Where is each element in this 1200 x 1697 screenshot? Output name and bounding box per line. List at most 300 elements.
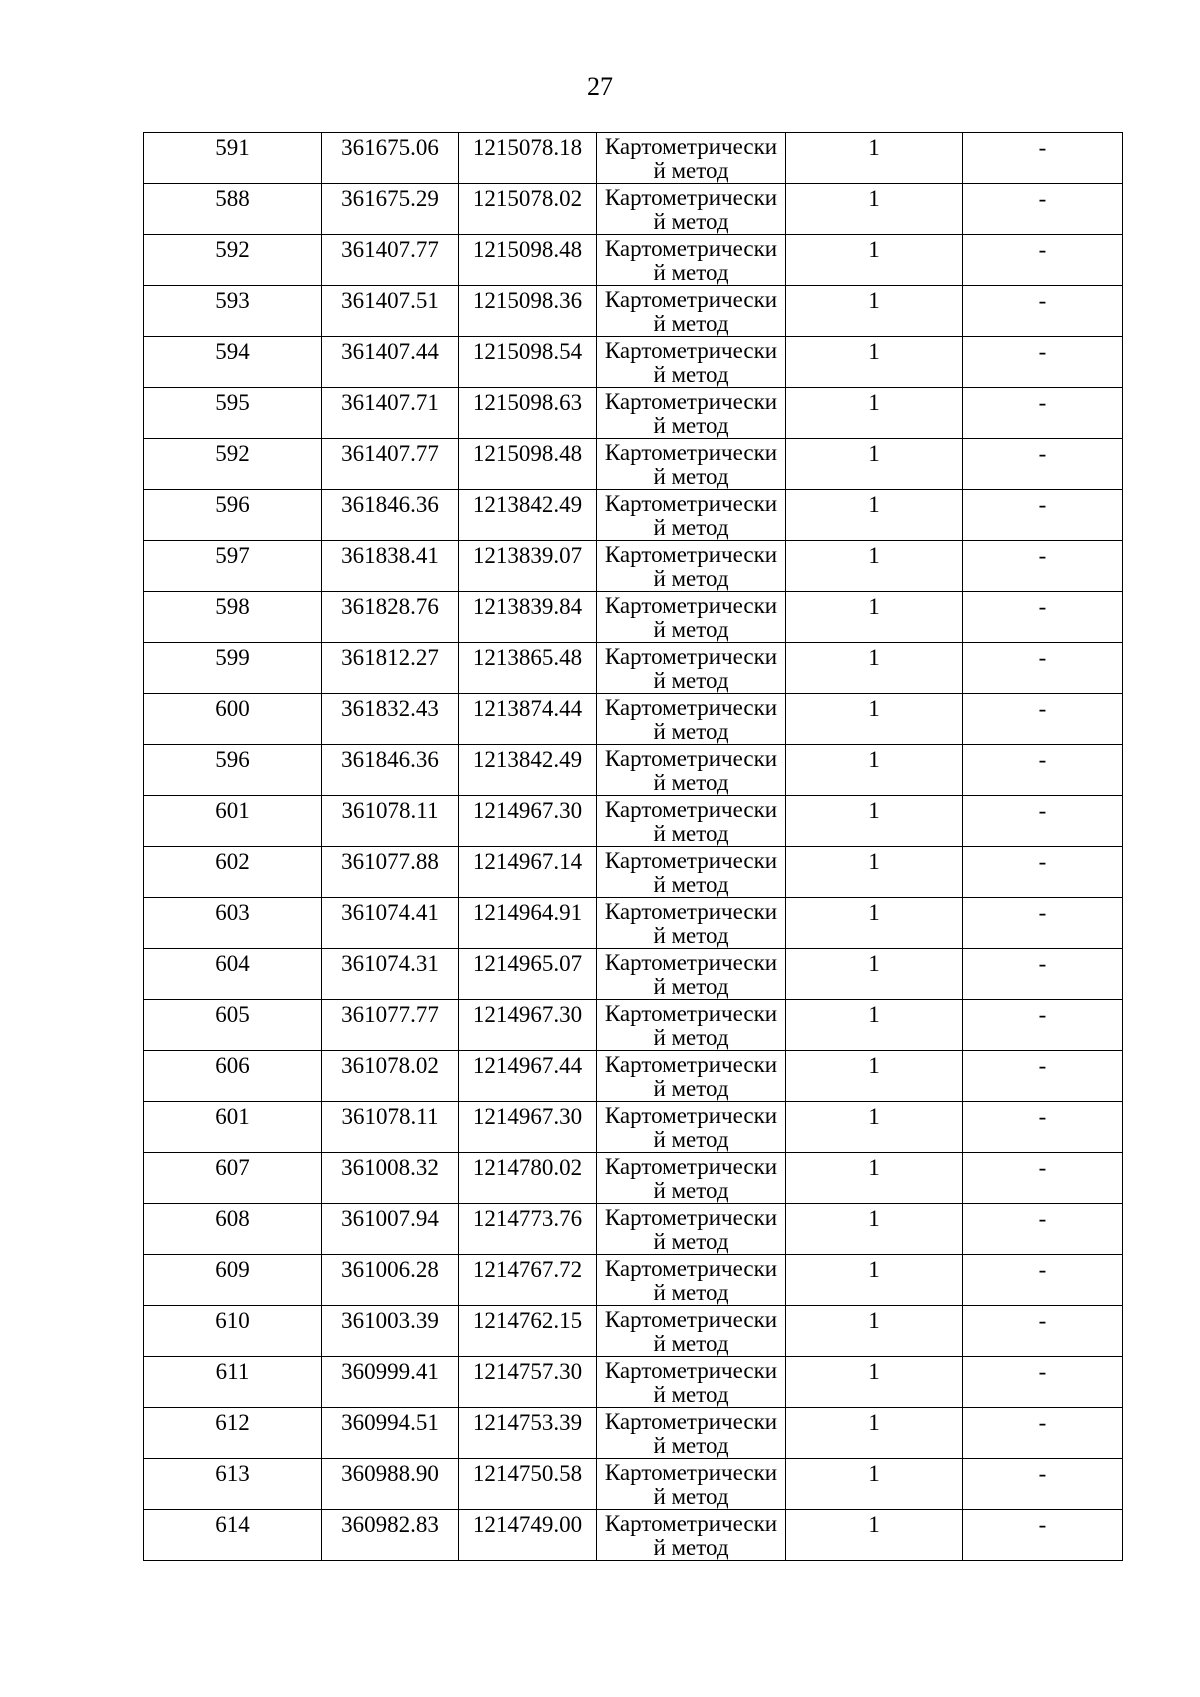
accuracy-cell	[786, 1510, 963, 1561]
point-number-cell	[144, 1255, 322, 1306]
method-line-1: Картометрически	[604, 542, 778, 567]
y-coordinate: 1213839.84	[472, 594, 583, 619]
method-line-2: й метод	[653, 362, 729, 387]
note-value: -	[1038, 747, 1047, 772]
accuracy-value: 1	[868, 186, 880, 211]
y-coordinate-cell	[459, 337, 597, 388]
method-cell	[597, 1408, 786, 1459]
note-cell	[963, 847, 1123, 898]
accuracy-value: 1	[868, 1359, 880, 1384]
note-value: -	[1038, 1002, 1047, 1027]
method-text	[597, 1357, 785, 1407]
point-number-cell	[144, 286, 322, 337]
note-value: -	[1038, 339, 1047, 364]
y-coordinate-cell	[459, 388, 597, 439]
method-line-2: й метод	[653, 923, 729, 948]
note-value: -	[1038, 492, 1047, 517]
note-cell	[963, 388, 1123, 439]
y-coordinate: 1214967.44	[472, 1053, 583, 1078]
accuracy-value: 1	[868, 1512, 880, 1537]
y-coordinate-cell	[459, 1204, 597, 1255]
x-coordinate-cell	[322, 1153, 459, 1204]
method-text	[597, 592, 785, 642]
x-coordinate: 361008.32	[341, 1155, 439, 1180]
method-cell	[597, 796, 786, 847]
method-line-2: й метод	[653, 311, 729, 336]
x-coordinate-cell	[322, 388, 459, 439]
method-cell	[597, 541, 786, 592]
y-coordinate-cell	[459, 1255, 597, 1306]
method-cell	[597, 1306, 786, 1357]
method-text	[597, 235, 785, 285]
method-cell	[597, 1510, 786, 1561]
method-line-1: Картометрически	[604, 389, 778, 414]
note-value: -	[1038, 1155, 1047, 1180]
accuracy-cell	[786, 235, 963, 286]
x-coordinate-cell	[322, 592, 459, 643]
point-number-cell	[144, 133, 322, 184]
note-cell	[963, 1000, 1123, 1051]
accuracy-value: 1	[868, 900, 880, 925]
method-line-1: Картометрически	[604, 797, 778, 822]
point-number: 599	[215, 645, 250, 670]
x-coordinate-cell	[322, 694, 459, 745]
accuracy-cell	[786, 898, 963, 949]
point-number: 614	[215, 1512, 250, 1537]
accuracy-value: 1	[868, 492, 880, 517]
note-cell	[963, 1102, 1123, 1153]
y-coordinate: 1214967.30	[472, 798, 583, 823]
x-coordinate-cell	[322, 745, 459, 796]
method-text	[597, 1306, 785, 1356]
accuracy-value: 1	[868, 441, 880, 466]
y-coordinate: 1213842.49	[472, 492, 583, 517]
point-number: 593	[215, 288, 250, 313]
x-coordinate-cell	[322, 184, 459, 235]
accuracy-cell	[786, 847, 963, 898]
y-coordinate: 1213865.48	[472, 645, 583, 670]
table-row	[144, 643, 1123, 694]
method-line-1: Картометрически	[604, 440, 778, 465]
method-cell	[597, 490, 786, 541]
y-coordinate-cell	[459, 490, 597, 541]
y-coordinate: 1215098.48	[472, 237, 583, 262]
x-coordinate-cell	[322, 235, 459, 286]
note-cell	[963, 745, 1123, 796]
accuracy-value: 1	[868, 543, 880, 568]
point-number: 610	[215, 1308, 250, 1333]
x-coordinate-cell	[322, 898, 459, 949]
method-text	[597, 694, 785, 744]
method-line-1: Картометрически	[604, 287, 778, 312]
accuracy-cell	[786, 490, 963, 541]
method-text	[597, 1408, 785, 1458]
table-row	[144, 541, 1123, 592]
note-value: -	[1038, 1461, 1047, 1486]
method-text	[597, 949, 785, 999]
accuracy-value: 1	[868, 1410, 880, 1435]
accuracy-cell	[786, 1102, 963, 1153]
note-cell	[963, 1510, 1123, 1561]
point-number-cell	[144, 745, 322, 796]
x-coordinate: 361003.39	[341, 1308, 439, 1333]
note-cell	[963, 1306, 1123, 1357]
note-cell	[963, 337, 1123, 388]
y-coordinate: 1214767.72	[472, 1257, 583, 1282]
accuracy-cell	[786, 1051, 963, 1102]
point-number: 600	[215, 696, 250, 721]
accuracy-cell	[786, 286, 963, 337]
x-coordinate-cell	[322, 1357, 459, 1408]
method-line-2: й метод	[653, 1178, 729, 1203]
accuracy-cell	[786, 643, 963, 694]
x-coordinate-cell	[322, 1051, 459, 1102]
method-text	[597, 1204, 785, 1254]
y-coordinate: 1214750.58	[472, 1461, 583, 1486]
method-cell	[597, 1051, 786, 1102]
accuracy-value: 1	[868, 339, 880, 364]
table-row	[144, 745, 1123, 796]
x-coordinate: 361828.76	[341, 594, 439, 619]
y-coordinate-cell	[459, 1459, 597, 1510]
y-coordinate: 1213842.49	[472, 747, 583, 772]
x-coordinate-cell	[322, 1306, 459, 1357]
point-number-cell	[144, 643, 322, 694]
accuracy-value: 1	[868, 237, 880, 262]
note-cell	[963, 541, 1123, 592]
method-line-1: Картометрически	[604, 1307, 778, 1332]
method-cell	[597, 1255, 786, 1306]
x-coordinate: 361812.27	[341, 645, 439, 670]
point-number: 592	[215, 237, 250, 262]
y-coordinate-cell	[459, 439, 597, 490]
note-cell	[963, 1204, 1123, 1255]
accuracy-cell	[786, 1153, 963, 1204]
y-coordinate: 1215098.63	[472, 390, 583, 415]
method-text	[597, 286, 785, 336]
y-coordinate-cell	[459, 796, 597, 847]
x-coordinate: 360982.83	[341, 1512, 439, 1537]
accuracy-value: 1	[868, 390, 880, 415]
point-number: 592	[215, 441, 250, 466]
note-value: -	[1038, 186, 1047, 211]
method-line-2: й метод	[653, 1535, 729, 1560]
method-cell	[597, 898, 786, 949]
point-number-cell	[144, 388, 322, 439]
method-line-2: й метод	[653, 1025, 729, 1050]
y-coordinate: 1214753.39	[472, 1410, 583, 1435]
note-value: -	[1038, 237, 1047, 262]
method-line-2: й метод	[653, 413, 729, 438]
point-number-cell	[144, 1357, 322, 1408]
method-line-2: й метод	[653, 1484, 729, 1509]
point-number-cell	[144, 1153, 322, 1204]
accuracy-value: 1	[868, 1308, 880, 1333]
method-line-1: Картометрически	[604, 1154, 778, 1179]
note-value: -	[1038, 1206, 1047, 1231]
method-text	[597, 1051, 785, 1101]
note-value: -	[1038, 1308, 1047, 1333]
note-cell	[963, 592, 1123, 643]
y-coordinate-cell	[459, 1000, 597, 1051]
point-number-cell	[144, 694, 322, 745]
accuracy-cell	[786, 1408, 963, 1459]
x-coordinate-cell	[322, 1102, 459, 1153]
table-row	[144, 235, 1123, 286]
point-number: 596	[215, 747, 250, 772]
table-row	[144, 1255, 1123, 1306]
y-coordinate-cell	[459, 1153, 597, 1204]
note-value: -	[1038, 849, 1047, 874]
method-line-1: Картометрически	[604, 185, 778, 210]
x-coordinate: 361074.41	[341, 900, 439, 925]
table-row	[144, 1510, 1123, 1561]
method-text	[597, 847, 785, 897]
method-text	[597, 1255, 785, 1305]
method-cell	[597, 643, 786, 694]
table-row	[144, 1153, 1123, 1204]
y-coordinate-cell	[459, 235, 597, 286]
x-coordinate-cell	[322, 541, 459, 592]
method-line-1: Картометрически	[604, 1052, 778, 1077]
table-row	[144, 286, 1123, 337]
point-number: 608	[215, 1206, 250, 1231]
note-cell	[963, 1459, 1123, 1510]
y-coordinate-cell	[459, 745, 597, 796]
y-coordinate: 1214773.76	[472, 1206, 583, 1231]
accuracy-value: 1	[868, 1206, 880, 1231]
method-line-2: й метод	[653, 464, 729, 489]
y-coordinate-cell	[459, 847, 597, 898]
y-coordinate-cell	[459, 1306, 597, 1357]
point-number: 607	[215, 1155, 250, 1180]
table-row	[144, 337, 1123, 388]
y-coordinate: 1215098.48	[472, 441, 583, 466]
x-coordinate: 361077.77	[341, 1002, 439, 1027]
note-value: -	[1038, 1512, 1047, 1537]
x-coordinate-cell	[322, 643, 459, 694]
point-number-cell	[144, 1408, 322, 1459]
method-line-2: й метод	[653, 158, 729, 183]
point-number: 604	[215, 951, 250, 976]
note-value: -	[1038, 543, 1047, 568]
point-number-cell	[144, 541, 322, 592]
note-cell	[963, 694, 1123, 745]
note-value: -	[1038, 594, 1047, 619]
method-cell	[597, 286, 786, 337]
y-coordinate-cell	[459, 643, 597, 694]
point-number: 602	[215, 849, 250, 874]
point-number: 598	[215, 594, 250, 619]
x-coordinate-cell	[322, 286, 459, 337]
point-number-cell	[144, 1306, 322, 1357]
method-line-2: й метод	[653, 1382, 729, 1407]
x-coordinate: 361846.36	[341, 747, 439, 772]
coordinates-table	[143, 132, 1123, 1561]
x-coordinate: 361407.77	[341, 237, 439, 262]
accuracy-value: 1	[868, 1461, 880, 1486]
x-coordinate: 361077.88	[341, 849, 439, 874]
method-line-1: Картометрически	[604, 695, 778, 720]
note-cell	[963, 643, 1123, 694]
method-text	[597, 1000, 785, 1050]
note-value: -	[1038, 390, 1047, 415]
method-cell	[597, 235, 786, 286]
accuracy-cell	[786, 1306, 963, 1357]
method-cell	[597, 439, 786, 490]
accuracy-value: 1	[868, 1257, 880, 1282]
note-value: -	[1038, 1104, 1047, 1129]
method-cell	[597, 1153, 786, 1204]
method-line-2: й метод	[653, 1331, 729, 1356]
y-coordinate-cell	[459, 1357, 597, 1408]
note-value: -	[1038, 441, 1047, 466]
method-line-1: Картометрически	[604, 1358, 778, 1383]
method-cell	[597, 1204, 786, 1255]
point-number: 611	[215, 1359, 250, 1384]
y-coordinate-cell	[459, 1051, 597, 1102]
point-number: 588	[215, 186, 250, 211]
table-row	[144, 184, 1123, 235]
note-value: -	[1038, 1410, 1047, 1435]
note-cell	[963, 1051, 1123, 1102]
table-row	[144, 133, 1123, 184]
method-line-2: й метод	[653, 821, 729, 846]
point-number-cell	[144, 1510, 322, 1561]
accuracy-cell	[786, 1000, 963, 1051]
table-row	[144, 490, 1123, 541]
method-text	[597, 1153, 785, 1203]
x-coordinate: 361407.51	[341, 288, 439, 313]
method-cell	[597, 1357, 786, 1408]
method-line-2: й метод	[653, 872, 729, 897]
accuracy-value: 1	[868, 288, 880, 313]
x-coordinate-cell	[322, 337, 459, 388]
accuracy-cell	[786, 541, 963, 592]
method-cell	[597, 592, 786, 643]
method-text	[597, 184, 785, 234]
x-coordinate-cell	[322, 1459, 459, 1510]
method-line-1: Картометрически	[604, 746, 778, 771]
table-row	[144, 592, 1123, 643]
point-number-cell	[144, 184, 322, 235]
point-number: 612	[215, 1410, 250, 1435]
note-cell	[963, 1357, 1123, 1408]
note-cell	[963, 949, 1123, 1000]
table-row	[144, 1357, 1123, 1408]
method-text	[597, 1102, 785, 1152]
note-cell	[963, 898, 1123, 949]
y-coordinate-cell	[459, 286, 597, 337]
accuracy-cell	[786, 1204, 963, 1255]
y-coordinate-cell	[459, 1102, 597, 1153]
x-coordinate: 361078.11	[341, 798, 439, 823]
method-text	[597, 337, 785, 387]
y-coordinate: 1214967.14	[472, 849, 583, 874]
note-cell	[963, 490, 1123, 541]
y-coordinate-cell	[459, 898, 597, 949]
point-number-cell	[144, 235, 322, 286]
note-cell	[963, 133, 1123, 184]
method-line-2: й метод	[653, 1280, 729, 1305]
method-cell	[597, 184, 786, 235]
method-line-1: Картометрически	[604, 1256, 778, 1281]
table-row	[144, 1204, 1123, 1255]
accuracy-value: 1	[868, 951, 880, 976]
y-coordinate: 1214967.30	[472, 1002, 583, 1027]
note-cell	[963, 1255, 1123, 1306]
x-coordinate: 361006.28	[341, 1257, 439, 1282]
table-row	[144, 1000, 1123, 1051]
y-coordinate-cell	[459, 592, 597, 643]
point-number-cell	[144, 949, 322, 1000]
y-coordinate: 1213874.44	[472, 696, 583, 721]
point-number: 605	[215, 1002, 250, 1027]
point-number-cell	[144, 898, 322, 949]
x-coordinate: 360988.90	[341, 1461, 439, 1486]
note-value: -	[1038, 798, 1047, 823]
note-value: -	[1038, 951, 1047, 976]
accuracy-cell	[786, 949, 963, 1000]
method-line-2: й метод	[653, 260, 729, 285]
method-text	[597, 388, 785, 438]
table-row	[144, 949, 1123, 1000]
method-line-1: Картометрически	[604, 1205, 778, 1230]
coordinates-table-body	[144, 133, 1123, 1561]
point-number: 601	[215, 798, 250, 823]
x-coordinate-cell	[322, 1000, 459, 1051]
note-value: -	[1038, 135, 1047, 160]
accuracy-value: 1	[868, 135, 880, 160]
accuracy-value: 1	[868, 1002, 880, 1027]
note-cell	[963, 1408, 1123, 1459]
note-value: -	[1038, 288, 1047, 313]
note-cell	[963, 286, 1123, 337]
x-coordinate: 361675.06	[341, 135, 439, 160]
table-row	[144, 796, 1123, 847]
method-text	[597, 796, 785, 846]
x-coordinate: 361675.29	[341, 186, 439, 211]
table-row	[144, 1408, 1123, 1459]
table-row	[144, 1051, 1123, 1102]
point-number-cell	[144, 1000, 322, 1051]
accuracy-cell	[786, 1255, 963, 1306]
method-line-1: Картометрически	[604, 899, 778, 924]
x-coordinate: 361846.36	[341, 492, 439, 517]
method-text	[597, 745, 785, 795]
method-line-1: Картометрически	[604, 1460, 778, 1485]
point-number: 594	[215, 339, 250, 364]
method-line-2: й метод	[653, 566, 729, 591]
table-row	[144, 847, 1123, 898]
method-line-1: Картометрически	[604, 1001, 778, 1026]
x-coordinate: 360994.51	[341, 1410, 439, 1435]
note-value: -	[1038, 1359, 1047, 1384]
method-line-1: Картометрически	[604, 236, 778, 261]
method-line-1: Картометрически	[604, 491, 778, 516]
accuracy-cell	[786, 796, 963, 847]
method-line-1: Картометрически	[604, 1511, 778, 1536]
note-cell	[963, 235, 1123, 286]
method-line-2: й метод	[653, 617, 729, 642]
accuracy-cell	[786, 592, 963, 643]
method-line-2: й метод	[653, 668, 729, 693]
note-cell	[963, 796, 1123, 847]
x-coordinate: 361078.11	[341, 1104, 439, 1129]
y-coordinate: 1214964.91	[472, 900, 583, 925]
point-number-cell	[144, 847, 322, 898]
y-coordinate: 1215098.54	[472, 339, 583, 364]
